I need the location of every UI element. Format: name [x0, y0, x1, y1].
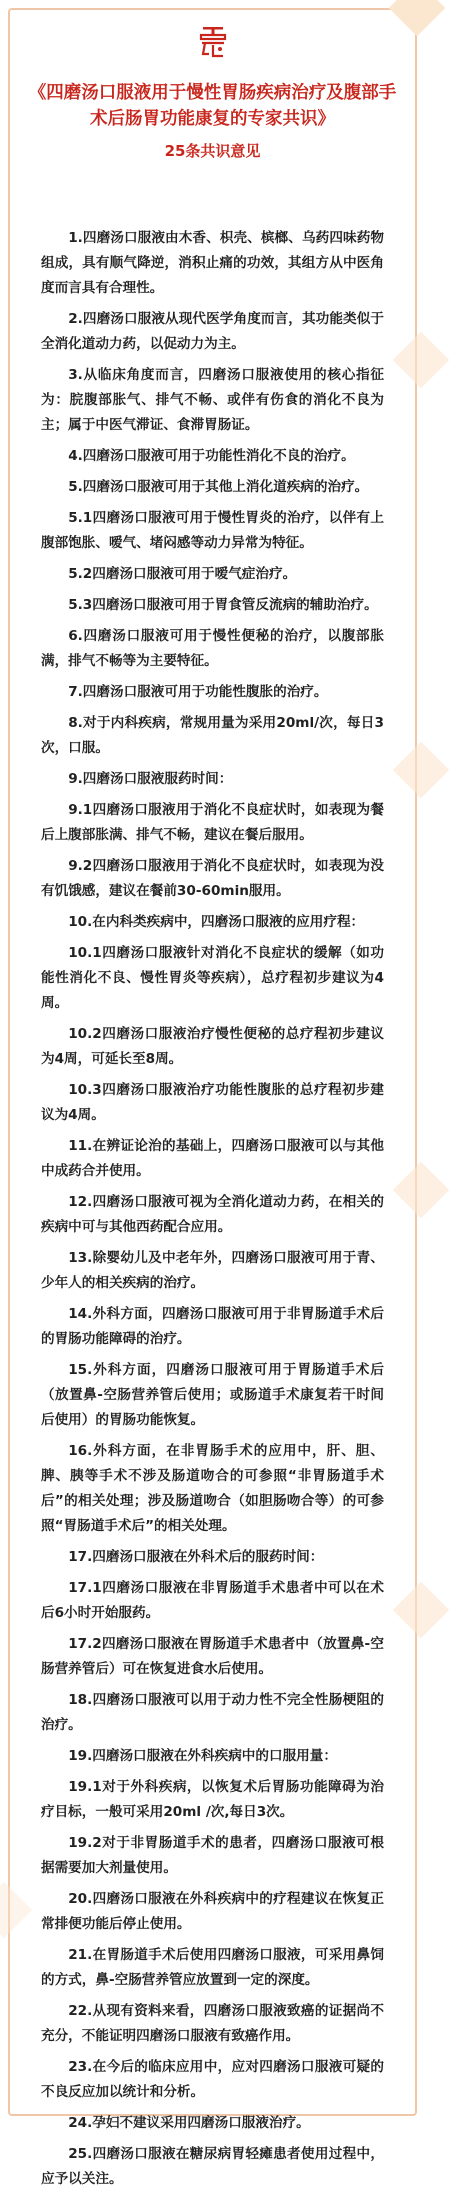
consensus-item: 7.四磨汤口服液可用于功能性腹胀的治疗。: [68, 684, 328, 700]
consensus-item: 2.四磨汤口服液从现代医学角度而言，其功能类似于全消化道动力药，以促动力为主。: [41, 311, 384, 352]
consensus-item: 19.四磨汤口服液在外科疾病中的口服用量：: [68, 1748, 337, 1764]
document-title: 《四磨汤口服液用于慢性胃肠疾病治疗及腹部手术后肠胃功能康复的专家共识》: [28, 83, 397, 129]
consensus-item: 5.2四磨汤口服液可用于嗳气症治疗。: [68, 566, 297, 582]
consensus-item: 21.在胃肠道手术后使用四磨汤口服液，可采用鼻饲的方式，鼻-空肠营养管应放置到一定的深度。: [41, 1947, 384, 1988]
consensus-item: 10.1四磨汤口服液针对消化不良症状的缓解（如功能性消化不良、慢性胃炎等疾病），总疗程初步建议为4周。: [41, 945, 384, 1011]
consensus-item: 17.四磨汤口服液在外科术后的服药时间：: [68, 1549, 324, 1565]
consensus-item: 14.外科方面，四磨汤口服液可用于非胃肠道手术后的胃肠功能障碍的治疗。: [41, 1306, 384, 1347]
consensus-item: 10.在内科类疾病中，四磨汤口服液的应用疗程：: [68, 914, 365, 930]
consensus-item: 9.2四磨汤口服液用于消化不良症状时，如表现为没有饥饿感，建议在餐前30-60min服用。: [41, 858, 384, 899]
consensus-item: 24.孕妇不建议采用四磨汤口服液治疗。: [68, 2115, 310, 2131]
consensus-item: 5.四磨汤口服液可用于其他上消化道疾病的治疗。: [68, 479, 369, 495]
consensus-item: 19.2对于非胃肠道手术的患者，四磨汤口服液可根据需要加大剂量使用。: [41, 1835, 384, 1876]
consensus-item: 4.四磨汤口服液可用于功能性消化不良的治疗。: [68, 448, 355, 464]
corner-decoration-right-3: [393, 1162, 449, 1219]
consensus-item: 20.四磨汤口服液在外科疾病中的疗程建议在恢复正常排便功能后停止使用。: [41, 1891, 384, 1932]
consensus-item: 22.从现有资料来看，四磨汤口服液致癌的证据尚不充分，不能证明四磨汤口服液有致癌作用。: [41, 2003, 384, 2044]
consensus-item: 19.1对于外科疾病，以恢复术后胃肠功能障碍为治疗目标，一般可采用20ml /次,每日3次。: [41, 1779, 384, 1820]
consensus-item: 12.四磨汤口服液可视为全消化道动力药，在相关的疾病中可与其他西药配合应用。: [41, 1194, 384, 1235]
consensus-item: 25.四磨汤口服液在糖尿病胃轻瘫患者使用过程中，应予以关注。: [41, 2146, 384, 2187]
consensus-list: [41, 226, 384, 2198]
consensus-item: 10.3四磨汤口服液治疗功能性腹胀的总疗程初步建议为4周。: [41, 1082, 384, 1123]
seal-logo-icon: [193, 24, 233, 60]
consensus-item: 5.1四磨汤口服液可用于慢性胃炎的治疗，以伴有上腹部饱胀、嗳气、堵闷感等动力异常为特征。: [41, 510, 384, 551]
consensus-item: 8.对于内科疾病，常规用量为采用20ml/次，每日3次，口服。: [41, 715, 384, 756]
consensus-item: 9.1四磨汤口服液用于消化不良症状时，如表现为餐后上腹部胀满、排气不畅，建议在餐后服用。: [41, 802, 384, 843]
consensus-item: 9.四磨汤口服液服药时间：: [68, 771, 233, 787]
consensus-item: 10.2四磨汤口服液治疗慢性便秘的总疗程初步建议为4周，可延长至8周。: [41, 1026, 384, 1067]
consensus-item: 16.外科方面，在非胃肠手术的应用中，肝、胆、脾、胰等手术不涉及肠道吻合的可参照“非胃肠道手术后”的相关处理；涉及肠道吻合（如胆肠吻合等）的可参照“胃肠道手术后”的相关处理。: [41, 1443, 384, 1534]
consensus-item: 17.2四磨汤口服液在胃肠道手术患者中（放置鼻-空肠营养管后）可在恢复进食水后使用。: [41, 1636, 384, 1677]
corner-decoration-top-right: [389, 0, 446, 36]
consensus-item: 23.在今后的临床应用中，应对四磨汤口服液可疑的不良反应加以统计和分析。: [41, 2059, 384, 2100]
consensus-item: 1.四磨汤口服液由木香、枳壳、槟榔、乌药四味药物组成，具有顺气降逆，消积止痛的功效，其组方从中医角度而言具有合理性。: [41, 230, 384, 296]
consensus-item: 6.四磨汤口服液可用于慢性便秘的治疗，以腹部胀满，排气不畅等为主要特征。: [41, 628, 384, 669]
consensus-item: 15.外科方面，四磨汤口服液可用于胃肠道手术后（放置鼻-空肠营养管后使用；或肠道手术康复若干时间后使用）的胃肠功能恢复。: [41, 1362, 384, 1428]
consensus-item: 11.在辨证论治的基础上，四磨汤口服液可以与其他中成药合并使用。: [41, 1138, 384, 1179]
consensus-item: 13.除婴幼儿及中老年外，四磨汤口服液可用于青、少年人的相关疾病的治疗。: [41, 1250, 384, 1291]
corner-decoration-right-2: [393, 742, 449, 799]
corner-decoration-left-1: [0, 1882, 32, 1939]
document-frame: [8, 8, 417, 2187]
consensus-item: 3.从临床角度而言，四磨汤口服液使用的核心指征为：脘腹部胀气、排气不畅、或伴有伤食的消化不良为主；属于中医气滞证、食滞胃肠证。: [41, 367, 384, 433]
consensus-item: 17.1四磨汤口服液在非胃肠道手术患者中可以在术后6小时开始服药。: [41, 1580, 384, 1621]
consensus-item: 5.3四磨汤口服液可用于胃食管反流病的辅助治疗。: [68, 597, 378, 613]
corner-decoration-right-4: [393, 1582, 449, 1639]
corner-decoration-right-1: [393, 332, 449, 389]
document-subtitle: 25条共识意见: [164, 142, 261, 160]
consensus-item: 18.四磨汤口服液可以用于动力性不完全性肠梗阻的治疗。: [41, 1692, 384, 1733]
